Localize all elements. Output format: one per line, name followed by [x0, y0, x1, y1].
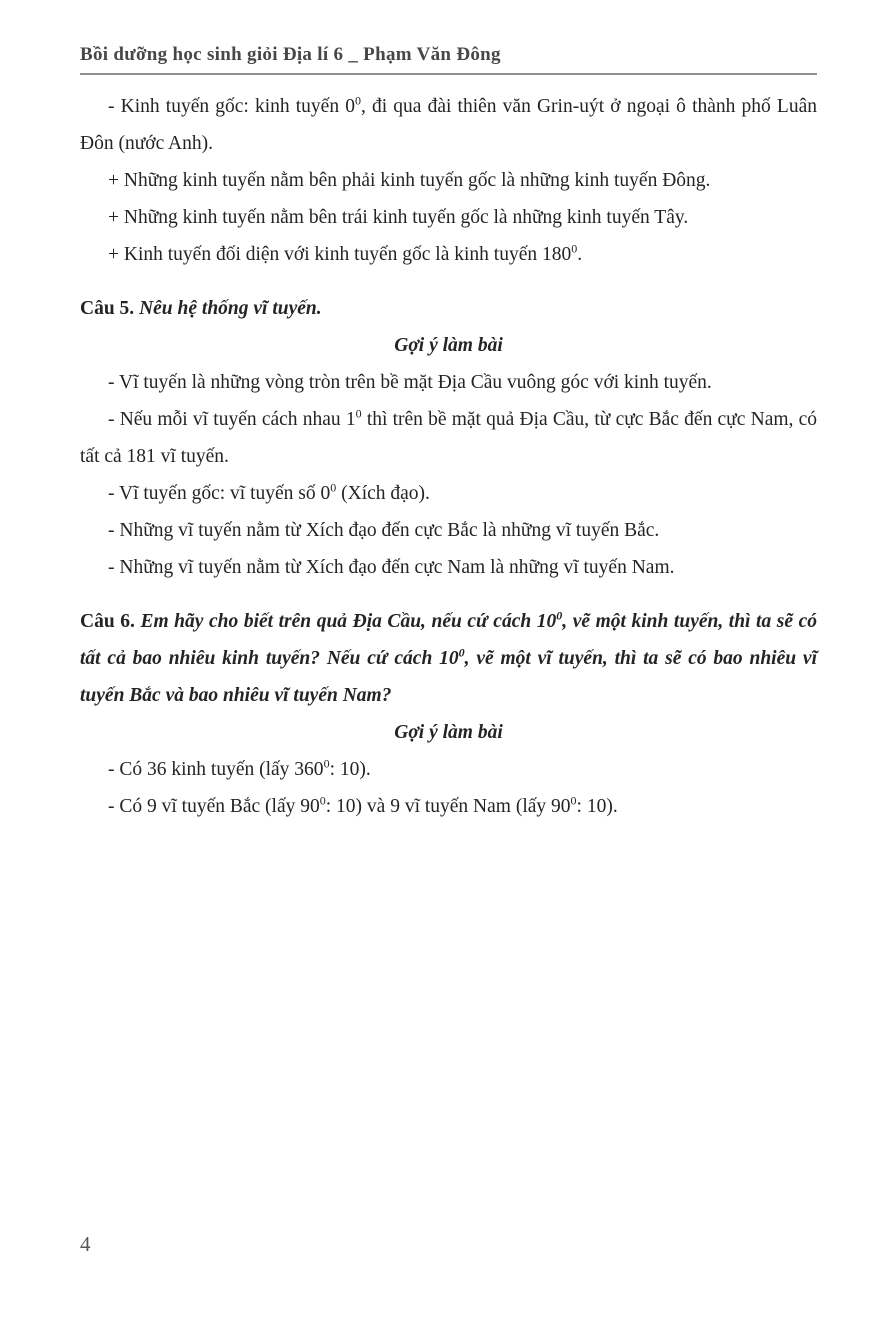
body-paragraph: [80, 512, 817, 549]
superscript-degree: 0: [570, 793, 577, 808]
text-segment: - Kinh tuyến gốc: kinh tuyến 0: [108, 96, 355, 117]
header-title: Bồi dưỡng học sinh giỏi Địa lí 6 _ Phạm Văn Đông: [80, 44, 501, 65]
text-segment: - Những vĩ tuyến nằm từ Xích đạo đến cực Nam là những vĩ tuyến Nam.: [108, 557, 675, 578]
text-segment: Câu 6.: [80, 611, 135, 632]
document-body: [80, 75, 817, 825]
body-paragraph: [80, 549, 817, 586]
text-segment: Gợi ý làm bài: [394, 722, 503, 743]
body-paragraph: [80, 199, 817, 236]
text-segment: Gợi ý làm bài: [394, 335, 503, 356]
text-segment: (Xích đạo).: [336, 483, 430, 504]
body-paragraph: [80, 401, 817, 475]
superscript-degree: 0: [354, 93, 361, 108]
text-segment: : 10) và 9 vĩ tuyến Nam (lấy 90: [325, 796, 571, 817]
body-paragraph: [80, 475, 817, 512]
superscript-degree: 0: [355, 406, 362, 421]
text-segment: .: [577, 244, 583, 265]
text-segment: - Những vĩ tuyến nằm từ Xích đạo đến cực Bắc là những vĩ tuyến Bắc.: [108, 520, 660, 541]
superscript-degree: 0: [571, 241, 578, 256]
superscript-degree: 0: [458, 645, 465, 660]
superscript-degree: 0: [330, 480, 337, 495]
text-segment: : 10).: [329, 759, 371, 780]
text-segment: - Vĩ tuyến là những vòng tròn trên bề mặt Địa Cầu vuông góc với kinh tuyến.: [108, 372, 712, 393]
answer-guide-label: [80, 327, 817, 364]
page-number: 4: [80, 1232, 91, 1256]
text-segment: - Vĩ tuyến gốc: vĩ tuyến số 0: [108, 483, 331, 504]
text-segment: thì trên bề mặt quả Địa Cầu, từ cực Bắc đến cực Nam, có tất cả 181 vĩ tuyến.: [80, 409, 817, 467]
body-paragraph: [80, 236, 817, 273]
text-segment: + Kinh tuyến đối diện với kinh tuyến gốc là kinh tuyến 180: [108, 244, 572, 265]
body-paragraph: [80, 364, 817, 401]
body-paragraph: [80, 751, 817, 788]
answer-guide-label: [80, 714, 817, 751]
question-6-heading: [80, 603, 817, 714]
text-segment: , đi qua đài thiên văn Grin-uýt ở ngoại ô thành phố Luân Đôn (nước Anh).: [80, 96, 817, 154]
text-segment: + Những kinh tuyến nằm bên trái kinh tuyến gốc là những kinh tuyến Tây.: [108, 207, 689, 228]
superscript-degree: 0: [319, 793, 326, 808]
text-segment: Nêu hệ thống vĩ tuyến.: [134, 298, 322, 319]
text-segment: - Có 36 kinh tuyến (lấy 360: [108, 759, 324, 780]
page-header: [80, 44, 817, 75]
text-segment: - Có 9 vĩ tuyến Bắc (lấy 90: [108, 796, 320, 817]
body-paragraph: [80, 88, 817, 162]
text-segment: Em hãy cho biết trên quả Địa Cầu, nếu cứ cách 10: [134, 611, 557, 632]
text-segment: , vẽ một kinh tuyến, thì ta sẽ có tất cả bao nhiêu kinh tuyến? Nếu cứ cách 10: [80, 611, 817, 669]
superscript-degree: 0: [323, 756, 330, 771]
superscript-degree: 0: [556, 608, 563, 623]
text-segment: : 10).: [576, 796, 618, 817]
text-segment: - Nếu mỗi vĩ tuyến cách nhau 1: [108, 409, 356, 430]
body-paragraph: [80, 788, 817, 825]
text-segment: + Những kinh tuyến nằm bên phải kinh tuyến gốc là những kinh tuyến Đông.: [108, 170, 711, 191]
text-segment: Câu 5.: [80, 298, 135, 319]
text-segment: , vẽ một vĩ tuyến, thì ta sẽ có bao nhiêu vĩ tuyến Bắc và bao nhiêu vĩ tuyến Nam?: [80, 648, 817, 706]
question-5-heading: [80, 290, 817, 327]
body-paragraph: [80, 162, 817, 199]
